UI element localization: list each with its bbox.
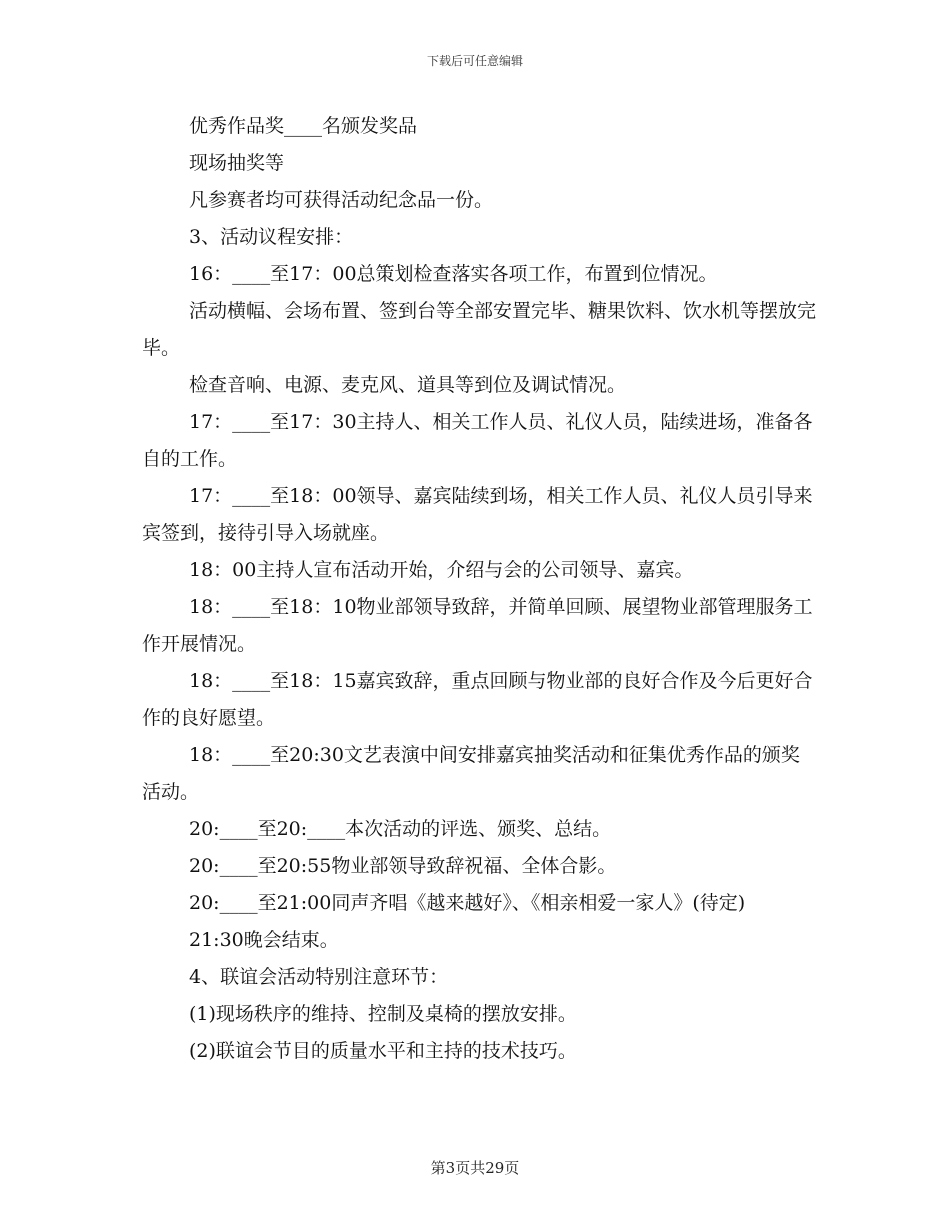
page-header: 下载后可任意编辑 <box>426 54 523 68</box>
paragraph: 现场抽奖等 <box>189 152 285 174</box>
document-body <box>142 108 817 1070</box>
paragraph: 20:____至20:55物业部领导致辞祝福、全体合影。 <box>189 855 617 877</box>
paragraph: 优秀作品奖____名颁发奖品 <box>189 115 418 137</box>
paragraph: 18：____至18：10物业部领导致辞，并简单回顾、展望物业部管理服务工作开展情况。 <box>142 596 813 655</box>
page-footer: 第3页共29页 <box>430 1159 520 1177</box>
paragraph: 20:____至20:____本次活动的评选、颁奖、总结。 <box>189 818 612 840</box>
paragraph: 17：____至18：00领导、嘉宾陆续到场，相关工作人员、礼仪人员引导来宾签到，接待引导入场就座。 <box>142 485 813 544</box>
paragraph: 21:30晚会结束。 <box>189 929 339 951</box>
section-heading-4: 4、联谊会活动特别注意环节： <box>189 966 449 988</box>
paragraph: 凡参赛者均可获得活动纪念品一份。 <box>189 189 494 211</box>
paragraph: 16：____至17：00总策划检查落实各项工作，布置到位情况。 <box>189 263 718 285</box>
paragraph: 18：____至20:30文艺表演中间安排嘉宾抽奖活动和征集优秀作品的颁奖活动。 <box>142 744 800 803</box>
paragraph: 活动横幅、会场布置、签到台等全部安置完毕、糖果饮料、饮水机等摆放完毕。 <box>142 300 817 359</box>
paragraph: 20:____至21:00同声齐唱《越来越好》、《相亲相爱一家人》(待定) <box>189 892 746 914</box>
paragraph: 18：____至18：15嘉宾致辞，重点回顾与物业部的良好合作及今后更好合作的良好愿望。 <box>142 670 813 729</box>
list-item: (2)联谊会节目的质量水平和主持的技术技巧。 <box>189 1040 577 1062</box>
paragraph: 18：00主持人宣布活动开始，介绍与会的公司领导、嘉宾。 <box>189 559 694 581</box>
list-item: (1)现场秩序的维持、控制及桌椅的摆放安排。 <box>189 1003 577 1025</box>
section-heading-3: 3、活动议程安排： <box>189 226 354 248</box>
paragraph: 检查音响、电源、麦克风、道具等到位及调试情况。 <box>189 374 627 396</box>
paragraph: 17：____至17：30主持人、相关工作人员、礼仪人员，陆续进场，准备各自的工作。 <box>142 411 813 470</box>
